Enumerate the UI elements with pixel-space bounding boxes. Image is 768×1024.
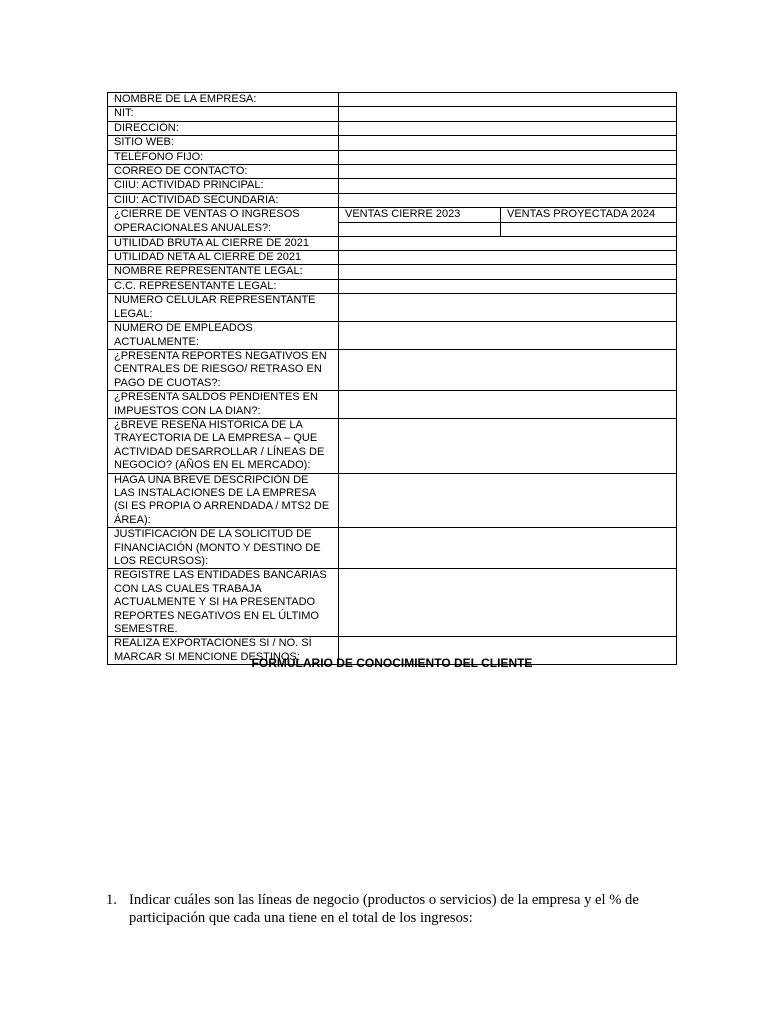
field-label: NOMBRE REPRESENTANTE LEGAL: bbox=[108, 265, 339, 279]
form-row-ciiu-secondary bbox=[108, 193, 677, 207]
field-value[interactable] bbox=[339, 251, 677, 265]
field-label: TELÉFONO FIJO: bbox=[108, 150, 339, 164]
form-row-legal-rep-phone bbox=[108, 294, 677, 322]
form-row-legal-rep-name bbox=[108, 265, 677, 279]
form-row-company-history bbox=[108, 418, 677, 473]
client-form-table bbox=[107, 92, 677, 665]
form-row-phone bbox=[108, 150, 677, 164]
field-value[interactable] bbox=[339, 322, 677, 350]
field-label: UTILIDAD BRUTA AL CIERRE DE 2021 bbox=[108, 236, 339, 250]
form-row-address bbox=[108, 121, 677, 135]
field-value[interactable] bbox=[339, 473, 677, 528]
field-value[interactable] bbox=[339, 179, 677, 193]
field-value[interactable] bbox=[339, 136, 677, 150]
field-label: CIIU: ACTIVIDAD PRINCIPAL: bbox=[108, 179, 339, 193]
form-row-email bbox=[108, 165, 677, 179]
field-value[interactable] bbox=[339, 107, 677, 121]
sales-2023-header: VENTAS CIERRE 2023 bbox=[339, 208, 501, 222]
field-value[interactable] bbox=[339, 165, 677, 179]
field-value[interactable] bbox=[339, 121, 677, 135]
field-value[interactable] bbox=[339, 418, 677, 473]
field-value[interactable] bbox=[339, 349, 677, 390]
sales-2023-value[interactable] bbox=[339, 222, 501, 236]
field-label: NIT: bbox=[108, 107, 339, 121]
sales-subtable bbox=[339, 208, 676, 235]
field-value[interactable] bbox=[339, 279, 677, 293]
field-label: SITIO WEB: bbox=[108, 136, 339, 150]
field-value[interactable] bbox=[339, 236, 677, 250]
field-label: C.C. REPRESENTANTE LEGAL: bbox=[108, 279, 339, 293]
form-row-ciiu-main bbox=[108, 179, 677, 193]
question-item bbox=[106, 892, 681, 927]
field-value[interactable] bbox=[339, 569, 677, 637]
field-value[interactable] bbox=[339, 93, 677, 107]
field-label: ¿CIERRE DE VENTAS O INGRESOS OPERACIONALES ANUALES?: bbox=[108, 208, 339, 236]
form-title: FORMULARIO DE CONOCIMIENTO DEL CLIENTE bbox=[251, 656, 533, 670]
form-row-financing-justification bbox=[108, 528, 677, 569]
field-label: NUMERO CELULAR REPRESENTANTE LEGAL: bbox=[108, 294, 339, 322]
form-row-tax-balances bbox=[108, 391, 677, 419]
field-label: NUMERO DE EMPLEADOS ACTUALMENTE: bbox=[108, 322, 339, 350]
form-row-facilities bbox=[108, 473, 677, 528]
field-label: CORREO DE CONTACTO: bbox=[108, 165, 339, 179]
sales-split-cell bbox=[339, 208, 677, 236]
form-row-negative-reports bbox=[108, 349, 677, 390]
field-label: JUSTIFICACIÓN DE LA SOLICITUD DE FINANCIACIÓN (MONTO Y DESTINO DE LOS RECURSOS): bbox=[108, 528, 339, 569]
field-label: CIIU: ACTIVIDAD SECUNDARIA: bbox=[108, 193, 339, 207]
field-label: HAGA UNA BREVE DESCRIPCIÓN DE LAS INSTALACIONES DE LA EMPRESA (SI ES PROPIA O ARRENDADA / MTS2 DE ÁREA): bbox=[108, 473, 339, 528]
question-number: 1. bbox=[106, 892, 117, 908]
sales-2024-header: VENTAS PROYECTADA 2024 bbox=[501, 208, 677, 222]
form-row-nit bbox=[108, 107, 677, 121]
field-value[interactable] bbox=[339, 193, 677, 207]
field-label: ¿PRESENTA REPORTES NEGATIVOS EN CENTRALES DE RIESGO/ RETRASO EN PAGO DE CUOTAS?: bbox=[108, 349, 339, 390]
form-row-legal-rep-id bbox=[108, 279, 677, 293]
field-label: ¿BREVE RESEÑA HISTÓRICA DE LA TRAYECTORIA DE LA EMPRESA – QUE ACTIVIDAD DESARROLLAR / LÍNEAS DE NEGOCIO? (AÑOS EN EL MERCADO): bbox=[108, 418, 339, 473]
field-value[interactable] bbox=[339, 265, 677, 279]
field-label: ¿PRESENTA SALDOS PENDIENTES EN IMPUESTOS CON LA DIAN?: bbox=[108, 391, 339, 419]
form-row-sales bbox=[108, 208, 677, 236]
form-row-website bbox=[108, 136, 677, 150]
field-label: NOMBRE DE LA EMPRESA: bbox=[108, 93, 339, 107]
field-label: REALIZA EXPORTACIONES SI / NO. SÍ MARCAR SI MENCIONE DESTINOS: bbox=[108, 637, 339, 665]
form-row-banks bbox=[108, 569, 677, 637]
field-label: REGISTRE LAS ENTIDADES BANCARIAS CON LAS CUALES TRABAJA ACTUALMENTE Y SI HA PRESENTADO REPORTES NEGATIVOS EN EL ÚLTIMO SEMESTRE. bbox=[108, 569, 339, 637]
field-label: UTILIDAD NETA AL CIERRE DE 2021 bbox=[108, 251, 339, 265]
field-value[interactable] bbox=[339, 294, 677, 322]
field-label: DIRECCIÓN: bbox=[108, 121, 339, 135]
form-row-employees bbox=[108, 322, 677, 350]
form-row-net-profit bbox=[108, 251, 677, 265]
form-row-gross-profit bbox=[108, 236, 677, 250]
question-text: Indicar cuáles son las líneas de negocio (productos o servicios) de la empresa y el % de participación que cada una tiene en el total de los ingresos: bbox=[129, 892, 639, 926]
field-value[interactable] bbox=[339, 528, 677, 569]
form-row-company-name bbox=[108, 93, 677, 107]
sales-2024-value[interactable] bbox=[501, 222, 677, 236]
field-value[interactable] bbox=[339, 150, 677, 164]
field-value[interactable] bbox=[339, 391, 677, 419]
